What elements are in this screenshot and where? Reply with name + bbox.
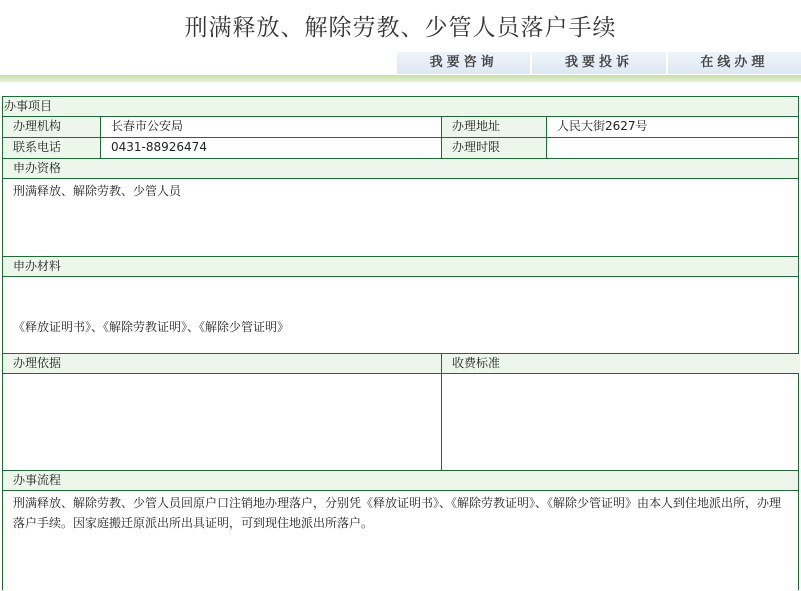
action-tabs — [397, 52, 801, 74]
section-header-process: 办事流程 — [3, 471, 798, 491]
phone-label: 联系电话 — [3, 138, 100, 158]
basis-text — [3, 374, 441, 470]
table-row — [3, 374, 798, 471]
phone-value: 0431-88926474 — [100, 138, 441, 158]
section-header-item: 办事项目 — [3, 97, 798, 117]
time-label: 办理时限 — [441, 138, 546, 158]
section-header-materials: 申办材料 — [3, 257, 798, 277]
table-row — [3, 354, 798, 374]
page-title: 刑满释放、解除劳教、少管人员落户手续 — [184, 15, 617, 41]
addr-label: 办理地址 — [441, 117, 546, 137]
section-header-qualification: 申办资格 — [3, 159, 798, 179]
process-text: 刑满释放、解除劳教、少管人员回原户口注销地办理落户，分别凭《释放证明书》、《解除劳教证明》、《解除少管证明》由本人到住地派出所，办理落户手续。因家庭搬迁原派出所出具证明，可到现住地派出所落户。 — [13, 496, 782, 530]
time-value — [546, 138, 800, 158]
table-row — [3, 117, 798, 138]
org-label: 办理机构 — [3, 117, 100, 137]
materials-text: 《释放证明书》、《解除劳教证明》、《解除少管证明》 — [3, 277, 798, 354]
table-row — [3, 138, 798, 159]
info-table — [2, 96, 799, 590]
section-header-fees: 收费标准 — [441, 354, 800, 373]
divider-bar — [0, 75, 801, 82]
org-value: 长春市公安局 — [100, 117, 441, 137]
section-header-basis: 办理依据 — [3, 354, 441, 373]
qualification-text: 刑满释放、解除劳教、少管人员 — [3, 179, 798, 257]
tab-online[interactable]: 在线办理 — [666, 52, 801, 74]
tab-complain[interactable]: 我要投诉 — [530, 52, 665, 74]
addr-value: 人民大街2627号 — [546, 117, 800, 137]
tab-consult[interactable]: 我要咨询 — [397, 52, 530, 74]
fees-text — [441, 374, 800, 470]
